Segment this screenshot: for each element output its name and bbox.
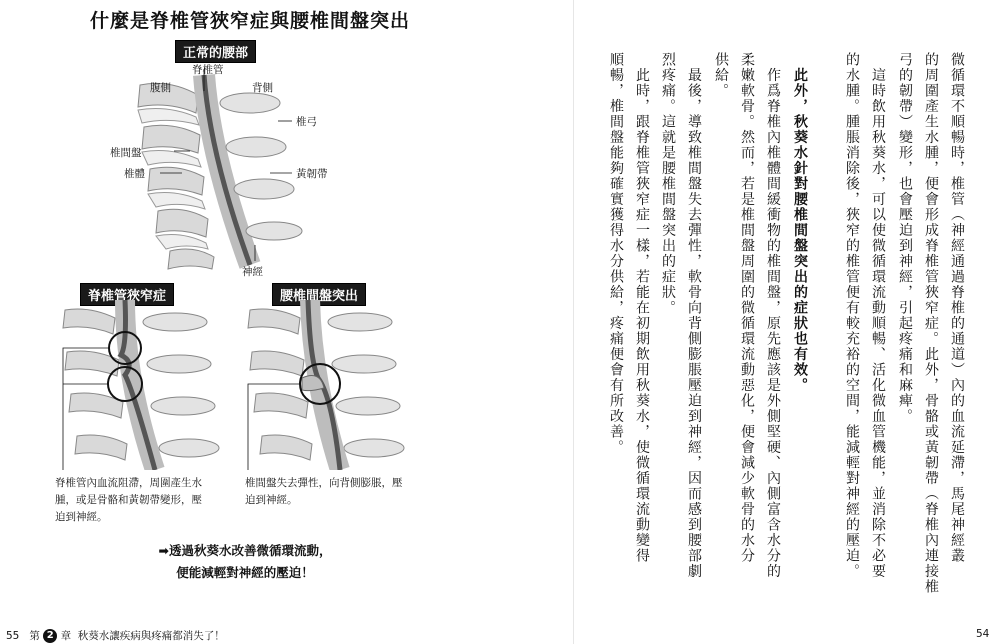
herniation-caption: 椎間盤失去彈性，向背側膨脹，壓 迫到神經。 <box>245 477 403 506</box>
text-column: 柔嫩軟骨。然而，若是椎間盤周圍的微循環流動惡化，便會減少軟骨的水分 <box>739 52 755 564</box>
label-arch: 椎弓 <box>296 116 317 128</box>
label-ligament: 黃韌帶 <box>296 168 328 180</box>
text-column: 此時，跟脊椎管狹窄症一樣，若能在初期飲用秋葵水，使微循環流動變得 <box>634 52 650 564</box>
text-column: 順暢，椎間盤能夠確實獲得水分供給，疼痛便會有所改善。 <box>608 52 624 455</box>
stenosis-caption: 脊椎管內血流阻滯，周圍產生水 腫，或是骨骼和黃韌帶變形，壓 迫到神經。 <box>55 477 202 523</box>
vertebral-arch <box>220 93 280 113</box>
disc <box>156 235 208 249</box>
footer-left: 55 第 2 章 秋葵水讓疾病與疼痛都消失了！ <box>6 630 225 642</box>
vertebral-arch <box>246 222 302 240</box>
label-back: 背側 <box>252 82 273 94</box>
text-column: 最後，導致椎間盤失去彈性，軟骨向背側膨脹壓迫到神經，因而感到腰部劇 <box>686 52 702 579</box>
vertebra-body <box>156 209 208 237</box>
text-column: 微循環不順暢時，椎管（神經通過脊椎的通道）內的血流延滯，馬尾神經叢 <box>949 52 965 564</box>
text-column-emphasis: 此外，秋葵水針對腰椎間盤突出的症狀也有效。 <box>792 52 808 393</box>
text-column: 弓的韌帶）變形，也會壓迫到神經，引起疼痛和麻痺。 <box>897 52 913 424</box>
vertebra-body <box>148 167 204 195</box>
arrow-right-icon: ➡ <box>158 543 169 558</box>
text-column: 這時飲用秋葵水，可以使微循環流動順暢、活化微血管機能，並消除不必要 <box>870 52 886 579</box>
text-column: 的水腫。腫脹消除後，狹窄的椎管便有較充裕的空間，能減輕對神經的壓迫。 <box>844 52 860 579</box>
stenosis-heading: 脊椎管狹窄症 <box>80 283 174 306</box>
vertebral-arch <box>226 137 286 157</box>
label-nerve: 神經 <box>242 266 263 278</box>
vertebra-body <box>168 249 214 269</box>
takeaway: ➡透過秋葵水改善微循環流動， 便能減輕對神經的壓迫！ <box>158 543 332 580</box>
herniation-heading: 腰椎間盤突出 <box>272 283 366 306</box>
vertebra-body <box>142 125 200 153</box>
label-disc: 椎間盤 <box>110 147 142 159</box>
page-number-left: 55 <box>6 630 20 642</box>
page-gutter <box>573 0 574 644</box>
label-canal: 脊椎管 <box>192 64 224 76</box>
chapter-title: 秋葵水讓疾病與疼痛都消失了！ <box>77 630 225 642</box>
disc <box>148 193 205 209</box>
normal-heading: 正常的腰部 <box>175 40 256 63</box>
label-front: 腹側 <box>150 82 171 94</box>
herniation-diagram <box>240 300 415 470</box>
page-title: 什麼是脊椎管狹窄症與腰椎間盤突出 <box>90 10 411 32</box>
text-column: 供給。 <box>713 52 729 99</box>
text-column: 作爲脊椎內椎體間緩衝物的椎間盤，原先應該是外側堅硬、內側富含水分的 <box>765 52 781 579</box>
page-number-right: 54 <box>976 628 990 640</box>
chapter-number-badge: 2 <box>43 629 57 643</box>
stenosis-diagram <box>55 300 230 470</box>
text-column: 烈疼痛。這就是腰椎間盤突出的症狀。 <box>660 52 676 316</box>
disc <box>142 151 201 167</box>
vertebral-arch <box>234 179 294 199</box>
text-column: 的周圍產生水腫，便會形成脊椎管狹窄症。此外，骨骼或黃韌帶（脊椎內連接椎 <box>923 52 939 595</box>
label-body: 椎體 <box>124 168 145 180</box>
normal-spine-diagram <box>100 55 340 275</box>
